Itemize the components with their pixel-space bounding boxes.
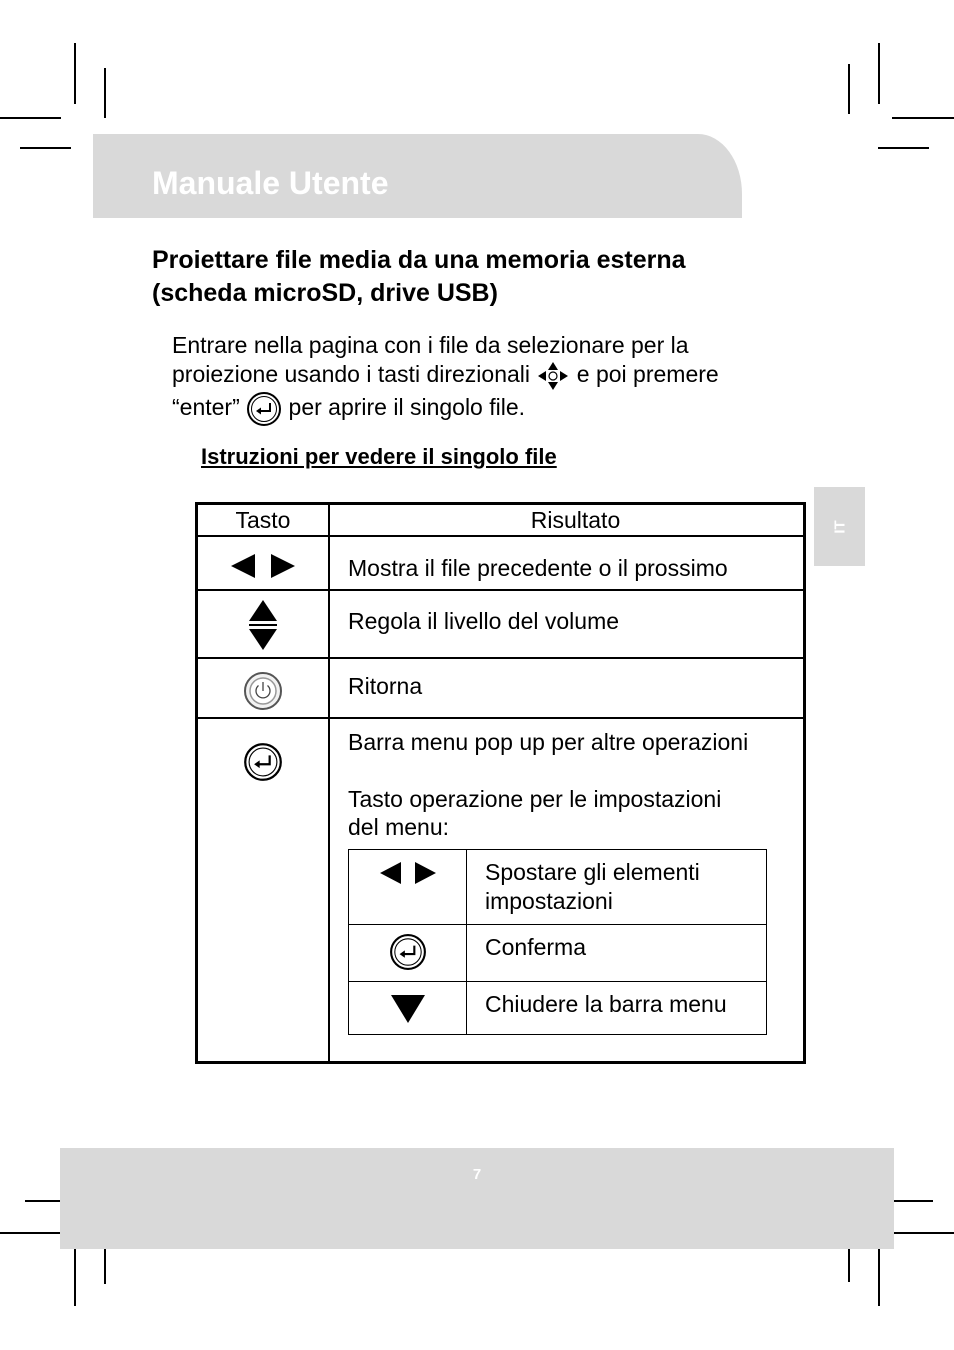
subtable-row (349, 982, 767, 1035)
crop-mark (894, 1232, 954, 1234)
table-cell-result (329, 718, 805, 1063)
left-right-arrows-icon (228, 551, 298, 581)
section-title-line2: (scheda microSD, drive USB) (152, 279, 498, 307)
crop-mark (892, 117, 954, 119)
crop-mark (104, 1248, 106, 1284)
menu-note-line1: Tasto operazione per le impostazioni (348, 786, 722, 812)
crop-mark (20, 147, 71, 149)
menu-note (348, 785, 803, 841)
table-cell-key (197, 718, 330, 1063)
page-title: Manuale Utente (152, 165, 389, 201)
table-cell-result: Regola il livello del volume (329, 590, 805, 658)
table-row (197, 658, 805, 718)
crop-mark (74, 43, 76, 104)
enter-button-icon (389, 933, 427, 971)
menu-keys-table (348, 849, 767, 1035)
column-header-key: Tasto (197, 504, 330, 537)
intro-text: e poi premere (576, 361, 719, 387)
table-cell-result: Ritorna (329, 658, 805, 718)
subtable-cell-key (349, 982, 467, 1035)
crop-mark (878, 147, 929, 149)
crop-mark (74, 1248, 76, 1306)
intro-line2 (172, 360, 812, 391)
table-row (197, 536, 805, 590)
crop-mark (0, 1232, 61, 1234)
column-header-result: Risultato (329, 504, 805, 537)
subtable-row (349, 925, 767, 982)
crop-mark (878, 43, 880, 104)
left-right-arrows-icon (377, 860, 439, 886)
crop-mark (104, 68, 106, 118)
subtable-cell-value (467, 850, 767, 925)
intro-text: “enter” (172, 394, 240, 420)
direction-keys-icon (536, 361, 570, 391)
subtable-text: Chiudere la barra menu (485, 991, 727, 1017)
table-cell-key (197, 590, 330, 658)
enter-button-icon (246, 391, 282, 427)
popup-menu-text: Barra menu pop up per altre operazioni (348, 729, 749, 755)
footer-band (60, 1148, 894, 1249)
subtable-cell-value (467, 982, 767, 1035)
table-row (197, 718, 805, 1063)
table-header-row (197, 504, 805, 537)
language-label: IT (831, 519, 848, 534)
enter-button-icon (243, 742, 283, 782)
table-cell-result: Mostra il file precedente o il prossimo (329, 536, 805, 590)
intro-paragraph (172, 331, 812, 427)
subheading: Istruzioni per vedere il singolo file (201, 444, 557, 469)
crop-mark (894, 1200, 933, 1202)
power-button-icon (243, 671, 283, 711)
crop-mark (848, 64, 850, 114)
crop-mark (848, 1248, 850, 1282)
section-title (152, 244, 852, 310)
menu-note-line2: del menu: (348, 814, 450, 840)
table-cell-key (197, 536, 330, 590)
subtable-cell-key (349, 925, 467, 982)
crop-mark (25, 1200, 61, 1202)
subtable-cell-value (467, 925, 767, 982)
crop-mark (0, 117, 61, 119)
language-tab (814, 487, 865, 566)
up-down-arrows-icon (246, 599, 280, 651)
intro-text: proiezione usando i tasti direzionali (172, 361, 530, 387)
table-row (197, 590, 805, 658)
subtable-cell-key (349, 850, 467, 925)
subtable-row (349, 850, 767, 925)
crop-mark (878, 1248, 880, 1306)
intro-line1: Entrare nella pagina con i file da selezionare per la (172, 332, 689, 358)
subtable-text: Spostare gli elementi (485, 859, 700, 885)
section-title-line1: Proiettare file media da una memoria esterna (152, 246, 686, 274)
subtable-text: impostazioni (485, 888, 613, 914)
subtable-text: Conferma (485, 934, 586, 960)
key-table (195, 502, 806, 1064)
table-cell-key (197, 658, 330, 718)
intro-line3 (172, 391, 812, 427)
down-arrow-icon (390, 994, 426, 1024)
intro-text: per aprire il singolo file. (288, 394, 526, 420)
page-number: 7 (472, 1166, 482, 1183)
